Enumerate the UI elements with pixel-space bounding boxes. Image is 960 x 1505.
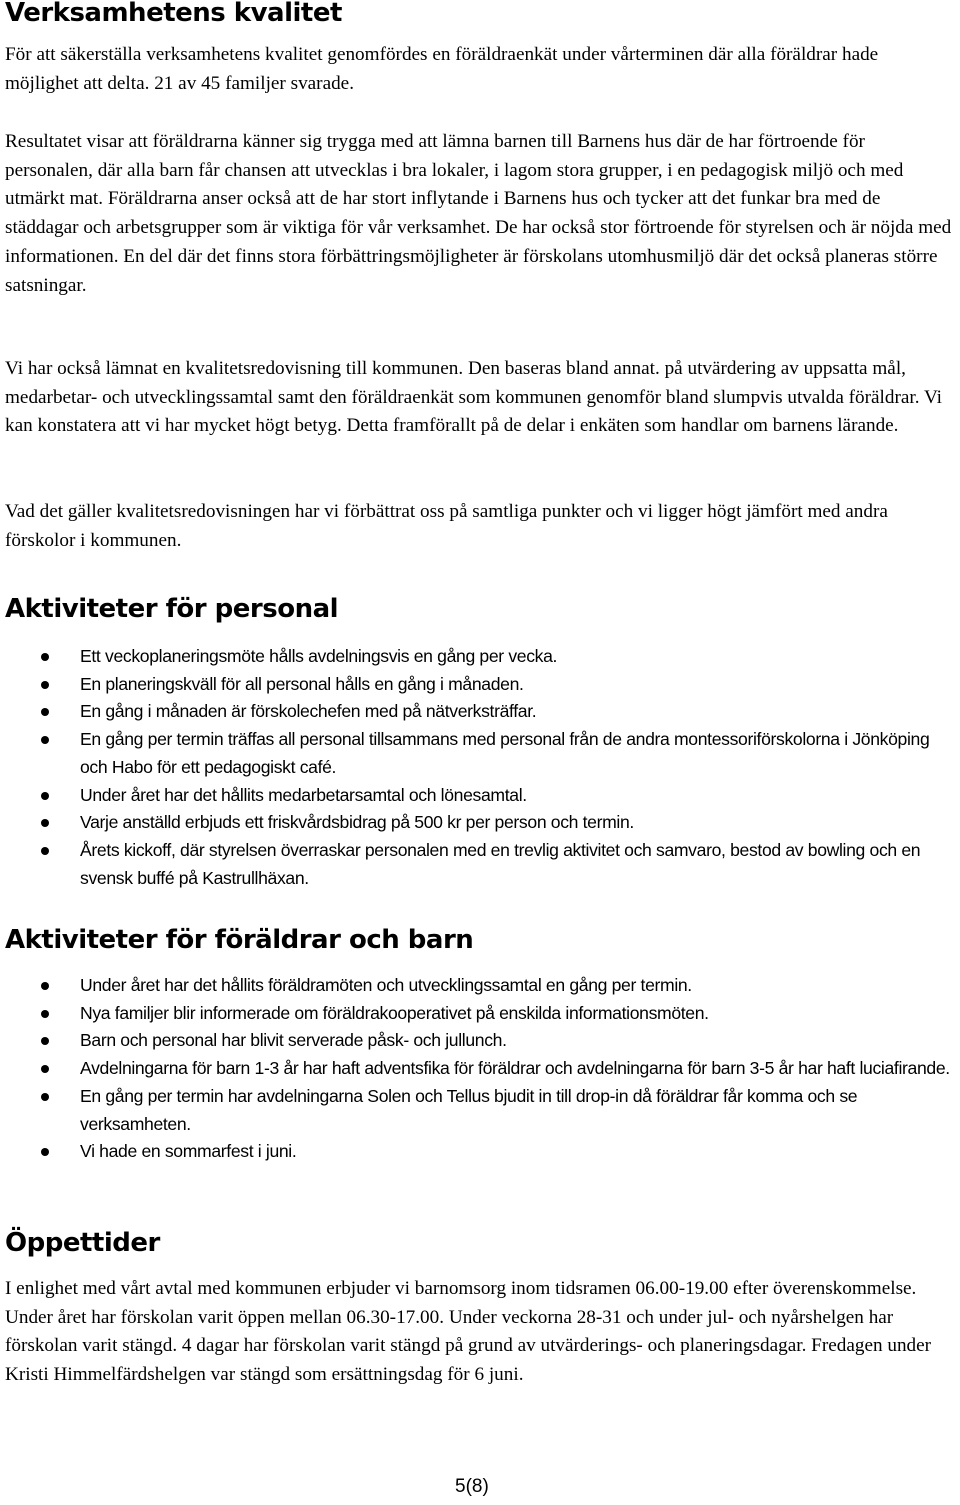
list-item: En gång i månaden är förskolechefen med på nätverksträffar. bbox=[5, 698, 960, 726]
heading-aktiviteter-personal: Aktiviteter för personal bbox=[5, 594, 339, 624]
bullet-icon bbox=[41, 819, 49, 827]
heading-oppettider: Öppettider bbox=[5, 1228, 160, 1258]
list-item: Årets kickoff, där styrelsen överraskar personalen med en trevlig aktivitet och samvaro, bestod av bowling och en svensk buffé på Kastrullhäxan. bbox=[5, 837, 960, 892]
bullet-icon bbox=[41, 653, 49, 661]
parents-children-activities-list bbox=[5, 972, 960, 1166]
paragraph-kvalitetsredovisning: Vi har också lämnat en kvalitetsredovisning till kommunen. Den baseras bland annat. på utvärdering av uppsatta mål, medarbetar- och utvecklingssamtal samt den föräldraenkät som kommunen genomför bland slumpvis utvalda föräldrar. Vi kan konstatera att vi har mycket högt betyg. Detta framförallt på de delar i enkäten som handlar om barnens lärande. bbox=[5, 358, 942, 437]
heading-aktiviteter-foraldrar-barn: Aktiviteter för föräldrar och barn bbox=[5, 925, 474, 955]
bullet-icon bbox=[41, 1010, 49, 1018]
list-item: Avdelningarna för barn 1-3 år har haft adventsfika för föräldrar och avdelningarna för barn 3-5 år har haft luciafirande. bbox=[5, 1055, 960, 1083]
bullet-icon bbox=[41, 792, 49, 800]
paragraph-kvalitet-jamforelse: Vad det gäller kvalitetsredovisningen har vi förbättrat oss på samtliga punkter och vi ligger högt jämfört med andra förskolor i kommunen. bbox=[5, 501, 888, 551]
list-item: Under året har det hållits föräldramöten och utvecklingssamtal en gång per termin. bbox=[5, 972, 960, 1000]
list-item: Vi hade en sommarfest i juni. bbox=[5, 1138, 960, 1166]
bullet-icon bbox=[41, 1148, 49, 1156]
bullet-icon bbox=[41, 1093, 49, 1101]
personal-activities-list bbox=[5, 643, 960, 892]
page-number: 5(8) bbox=[455, 1476, 489, 1497]
list-item: En planeringskväll för all personal hålls en gång i månaden. bbox=[5, 671, 960, 699]
bullet-icon bbox=[41, 847, 49, 855]
bullet-icon bbox=[41, 982, 49, 990]
list-item: En gång per termin har avdelningarna Solen och Tellus bjudit in till drop-in då föräldrar får komma och se verksamheten. bbox=[5, 1083, 960, 1138]
list-item: En gång per termin träffas all personal tillsammans med personal från de andra montessoriförskolorna i Jönköping och Habo för ett pedagogiskt café. bbox=[5, 726, 960, 781]
bullet-icon bbox=[41, 681, 49, 689]
list-item: Under året har det hållits medarbetarsamtal och lönesamtal. bbox=[5, 782, 960, 810]
bullet-icon bbox=[41, 1065, 49, 1073]
list-item: Varje anställd erbjuds ett friskvårdsbidrag på 500 kr per person och termin. bbox=[5, 809, 960, 837]
paragraph-kvalitet-resultat: Resultatet visar att föräldrarna känner sig trygga med att lämna barnen till Barnens hus där de har förtroende för personalen, där alla barn får chansen att utvecklas i bra lokaler, i lagom stora grupper, i en pedagogisk miljö och med utmärkt mat. Föräldrarna anser också att de har stort inflytande i Barnens hus och tycker att det funkar bra med de städdagar och arbetsgrupper som är viktiga för vår verksamhet. De har också stor förtroende för styrelsen och är nöjda med informationen. En del där det finns stora förbättringsmöjligheter är förskolans utomhusmiljö där det också planeras större satsningar. bbox=[5, 131, 952, 296]
heading-verksamhetens-kvalitet: Verksamhetens kvalitet bbox=[5, 0, 342, 28]
paragraph-kvalitet-intro: För att säkerställa verksamhetens kvalitet genomfördes en föräldraenkät under vårterminen där alla föräldrar hade möjlighet att delta. 21 av 45 familjer svarade. bbox=[5, 44, 879, 94]
list-item: Barn och personal har blivit serverade påsk- och jullunch. bbox=[5, 1027, 960, 1055]
bullet-icon bbox=[41, 736, 49, 744]
list-item: Nya familjer blir informerade om föräldrakooperativet på enskilda informationsmöten. bbox=[5, 1000, 960, 1028]
bullet-icon bbox=[41, 708, 49, 716]
list-item: Ett veckoplaneringsmöte hålls avdelningsvis en gång per vecka. bbox=[5, 643, 960, 671]
bullet-icon bbox=[41, 1037, 49, 1045]
paragraph-oppettider: I enlighet med vårt avtal med kommunen erbjuder vi barnomsorg inom tidsramen 06.00-19.00 efter överenskommelse. Under året har förskolan varit öppen mellan 06.30-17.00. Under veckorna 28-31 och under jul- och nyårshelgen har förskolan varit stängd. 4 dagar har förskolan varit stängd på grund av utvärderings- och planeringsdagar. Fredagen under Kristi Himmelfärdshelgen var stängd som ersättningsdag för 6 juni. bbox=[5, 1278, 932, 1386]
